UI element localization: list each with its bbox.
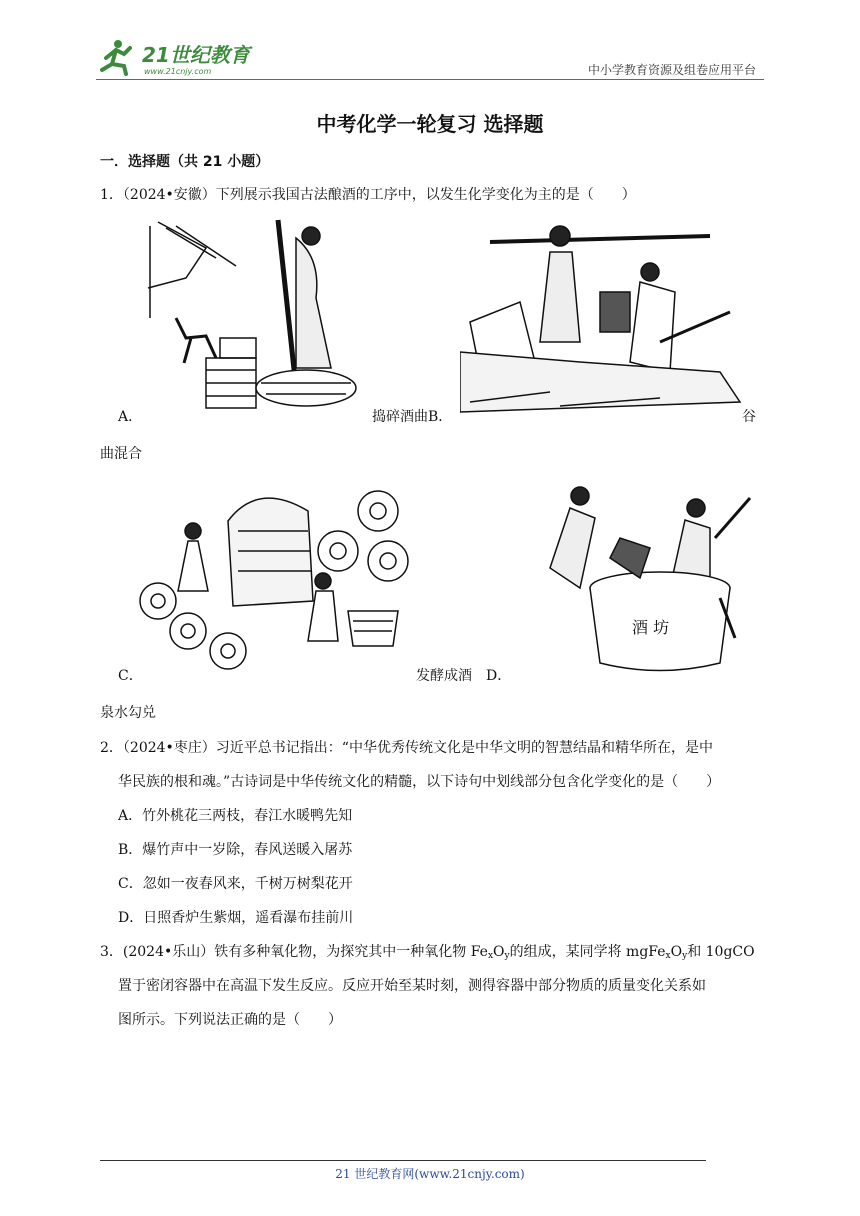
question-2-option-b[interactable]: B．爆竹声中一岁除，春风送暖入屠苏 bbox=[118, 842, 353, 858]
question-2-stem-line2: 华民族的根和魂。”古诗词是中华传统文化的精髓，以下诗句中划线部分包含化学变化的是（ ） bbox=[118, 774, 721, 790]
option-label-a: A． bbox=[118, 409, 143, 425]
option-label-c: C． bbox=[118, 668, 143, 684]
question-2-option-c[interactable]: C．忽如一夜春风来，千树万树梨花开 bbox=[118, 876, 353, 892]
question-1-stem: 1．（2024•安徽）下列展示我国古法酿酒的工序中，以发生化学变化为主的是（ ） bbox=[100, 187, 636, 203]
caption-d: 泉水勾兑 bbox=[100, 705, 156, 721]
caption-b-start: 谷 bbox=[742, 409, 756, 425]
footer-link[interactable]: 21 世纪教育网(www.21cnjy.com) bbox=[335, 1167, 525, 1181]
brand-logo bbox=[96, 36, 266, 78]
image-mixing-grain bbox=[460, 222, 742, 416]
option-label-b bbox=[444, 407, 448, 427]
caption-c: 发酵成酒 D． bbox=[416, 668, 512, 684]
page-title: 中考化学一轮复习 选择题 bbox=[316, 112, 544, 136]
caption-b-end: 曲混合 bbox=[100, 446, 142, 462]
platform-name: 中小学教育资源及组卷应用平台 bbox=[587, 63, 756, 77]
footer-divider bbox=[100, 1160, 706, 1161]
image-pounding-yeast bbox=[146, 218, 368, 412]
question-3-stem-line2: 置于密闭容器中在高温下发生反应。反应开始至某时刻，测得容器中部分物质的质量变化关系如 bbox=[118, 978, 706, 994]
question-2-stem-line1: 2．（2024•枣庄）习近平总书记指出：“中华优秀传统文化是中华文明的智慧结晶和精华所在，是中 bbox=[100, 740, 713, 756]
question-2-option-a[interactable]: A．竹外桃花三两枝，春江水暖鸭先知 bbox=[118, 808, 353, 824]
logo-text: 21世纪教育 bbox=[142, 43, 250, 67]
question-2-option-d[interactable]: D．日照香炉生紫烟，遥看瀑布挂前川 bbox=[118, 910, 354, 926]
jar-label: 酒 坊 bbox=[632, 618, 670, 637]
section-heading: 一．选择题（共 21 小题） bbox=[100, 154, 270, 170]
runner-icon bbox=[102, 40, 130, 74]
image-fermentation bbox=[138, 481, 412, 673]
header-divider bbox=[96, 79, 764, 80]
question-3-stem-line3: 图所示。下列说法正确的是（ ） bbox=[118, 1012, 342, 1028]
question-3-stem-line1: 3．(2024•乐山）铁有多种氧化物，为探究其中一种氧化物 $Fe_xO_y$的组成，某同学将 $mgFe_xO_y$和 10gCO bbox=[100, 944, 755, 961]
logo-url: www.21cnjy.com bbox=[144, 67, 212, 76]
image-blending-water bbox=[520, 478, 754, 676]
caption-a: 捣碎酒曲B． bbox=[372, 409, 453, 425]
